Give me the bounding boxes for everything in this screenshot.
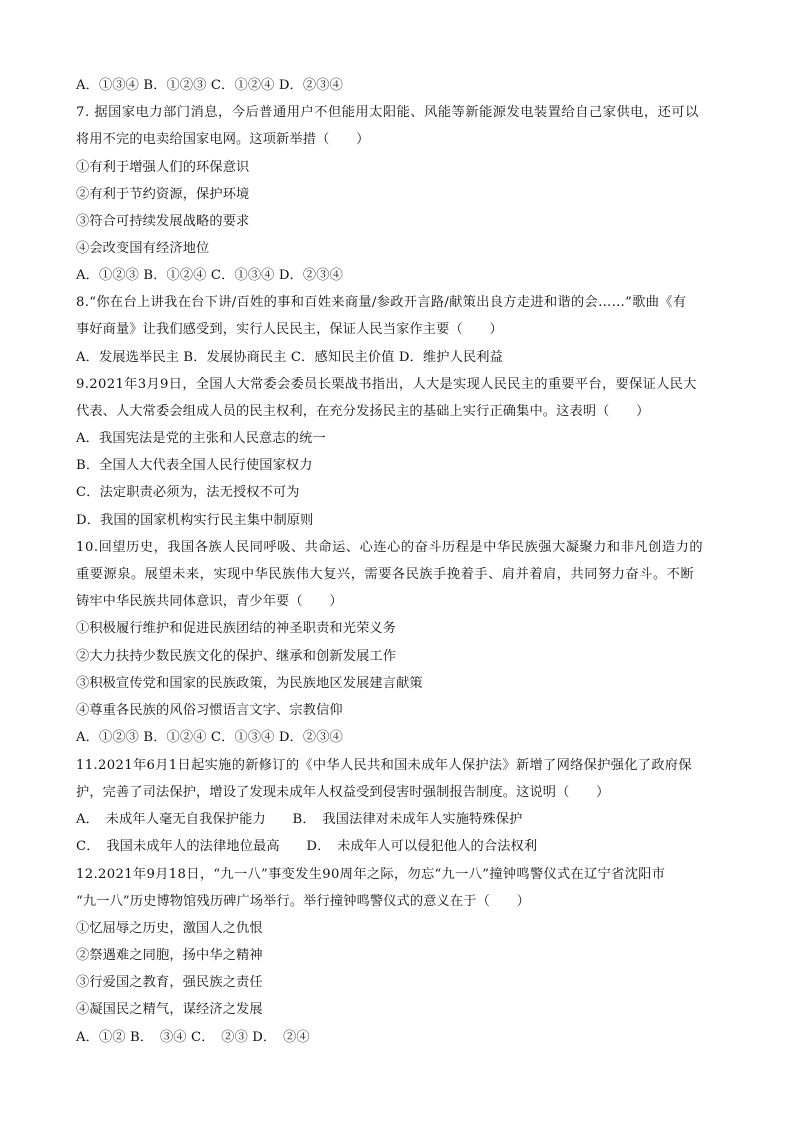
q12-statement-4: ④凝国民之精气，谋经济之发展 <box>76 1002 263 1017</box>
q6-answer-options: A．①③④ B．①②③ C．①②④ D．②③④ <box>76 78 343 93</box>
q10-statement-2: ②大力扶持少数民族文化的保护、继承和创新发展工作 <box>76 649 397 664</box>
q9-option-d: D．我国的国家机构实行民主集中制原则 <box>76 513 314 528</box>
q10-stem-line-3: 铸牢中华民族共同体意识，青少年要（ ） <box>76 594 343 609</box>
q8-stem-line-1: 8.“你在台上讲我在台下讲/百姓的事和百姓来商量/参政开言路/献策出良方走进和谐的会……”歌曲《有 <box>76 295 687 310</box>
q9-stem-line-2: 代表、人大常委会组成人员的民主权利，在充分发扬民主的基础上实行正确集中。这表明（ ） <box>76 404 650 419</box>
q8-stem-line-2: 事好商量》让我们感受到，实行人民民主，保证人民当家作主要（ ） <box>76 322 503 337</box>
q7-statement-1: ①有利于增强人们的环保意识 <box>76 160 250 175</box>
q11-stem-line-2: 护，完善了司法保护，增设了发现未成年人权益受到侵害时强制报告制度。这说明（ ） <box>76 785 610 800</box>
q7-statement-2: ②有利于节约资源，保护环境 <box>76 187 250 202</box>
q11-stem-line-1: 11.2021年6月1日起实施的新修订的《中华人民共和国未成年人保护法》新增了网络保护强化了政府保 <box>76 758 692 773</box>
q7-statement-4: ④会改变国有经济地位 <box>76 241 210 256</box>
q8-answer-options: A．发展选举民主 B．发展协商民主 C．感知民主价值 D．维护人民利益 <box>76 350 503 365</box>
q7-stem-line-1: 7. 据国家电力部门消息，今后普通用户不但能用太阳能、风能等新能源发电装置给自己家供电，还可以 <box>76 105 699 120</box>
q12-statement-2: ②祭遇难之同胞，扬中华之精神 <box>76 948 263 963</box>
q9-option-a: A．我国宪法是党的主张和人民意志的统一 <box>76 431 326 446</box>
q10-statement-4: ④尊重各民族的风俗习惯语言文字、宗教信仰 <box>76 703 343 718</box>
q7-statement-3: ③符合可持续发展战略的要求 <box>76 214 250 229</box>
q9-option-c: C．法定职责必须为，法无授权不可为 <box>76 485 300 500</box>
q9-option-b: B．全国人大代表全国人民行使国家权力 <box>76 458 313 473</box>
q12-stem-line-2: “九一八”历史博物馆残历碑广场举行。举行撞钟鸣警仪式的意义在于（ ） <box>76 894 530 909</box>
q10-answer-options: A．①②③ B．①②④ C．①③④ D．②③④ <box>76 730 343 745</box>
q11-options-ab: A． 未成年人毫无自我保护能力 B． 我国法律对未成年人实施特殊保护 <box>76 812 523 827</box>
q12-statement-3: ③行爱国之教育，强民族之责任 <box>76 975 263 990</box>
q9-stem-line-1: 9.2021年3月9日，全国人大常委会委员长栗战书指出，人大是实现人民民主的重要平台，要保证人民大 <box>76 377 697 392</box>
q10-statement-3: ③积极宣传党和国家的民族政策，为民族地区发展建言献策 <box>76 676 423 691</box>
q11-options-cd: C． 我国未成年人的法律地位最高 D． 未成年人可以侵犯他人的合法权利 <box>76 839 538 854</box>
q12-statement-1: ①忆屈辱之历史，激国人之仇恨 <box>76 921 263 936</box>
q7-stem-line-2: 将用不完的电卖给国家电网。这项新举措（ ） <box>76 132 370 147</box>
q12-answer-options: A．①② B． ③④ C． ②③ D． ②④ <box>76 1030 310 1045</box>
q7-answer-options: A．①②③ B．①②④ C．①③④ D．②③④ <box>76 268 343 283</box>
q12-stem-line-1: 12.2021年9月18日，“九一八”事变发生90周年之际，勿忘“九一八”撞钟鸣警仪式在辽宁省沈阳市 <box>76 867 666 882</box>
q10-statement-1: ①积极履行维护和促进民族团结的神圣职责和光荣义务 <box>76 621 397 636</box>
q10-stem-line-2: 重要源泉。展望未来，实现中华民族伟大复兴，需要各民族手挽着手、肩并着肩，共同努力奋斗。不断 <box>76 567 695 582</box>
q10-stem-line-1: 10.回望历史，我国各族人民同呼吸、共命运、心连心的奋斗历程是中华民族强大凝聚力和非凡创造力的 <box>76 540 704 555</box>
